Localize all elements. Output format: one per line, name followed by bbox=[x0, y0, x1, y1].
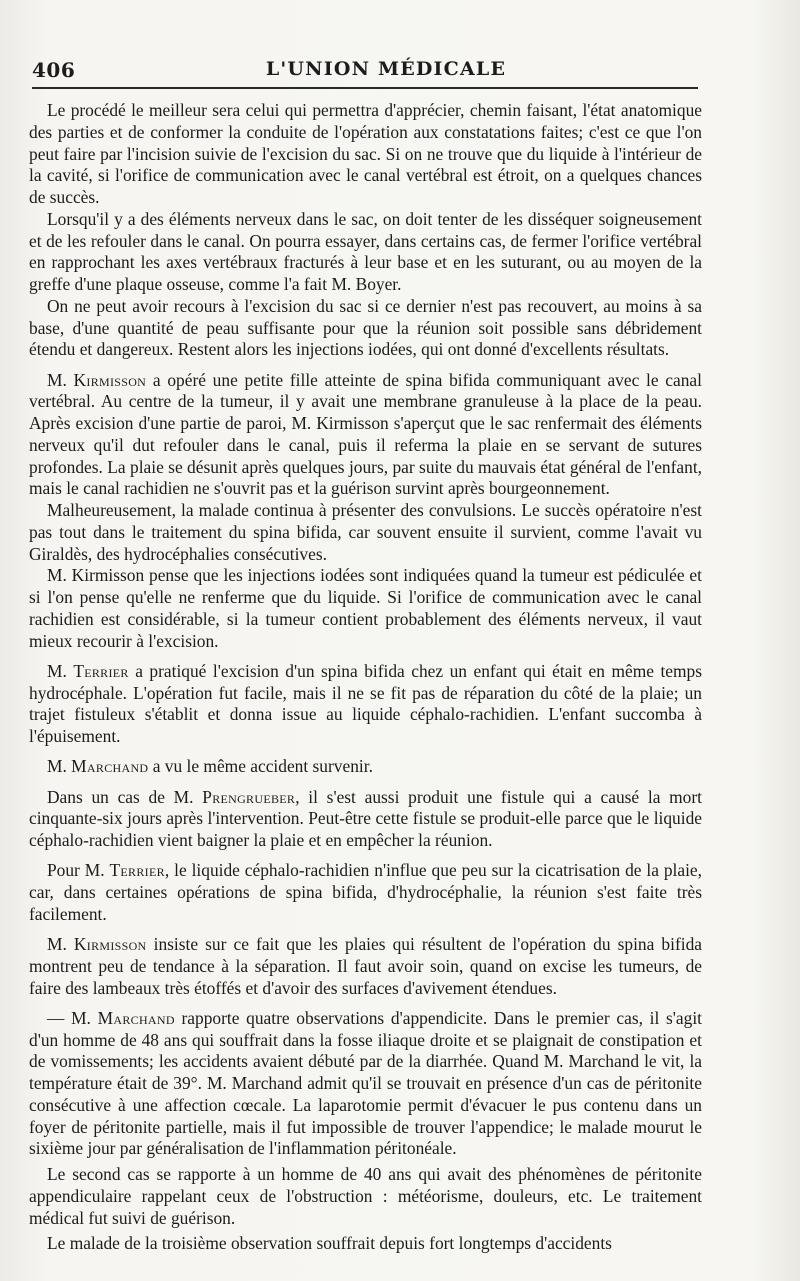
page-number: 406 bbox=[32, 58, 76, 82]
paragraph: M. Kirmisson insiste sur ce fait que les plaies qui résultent de l'opération du spina bifida montrent peu de tendance à la séparation. Il faut avoir soin, quand on excise les tumeurs, de faire des lambeaux très étoffés et d'avoir des surfaces d'avivement étendues. bbox=[29, 934, 702, 998]
journal-title: L'UNION MÉDICALE bbox=[265, 58, 507, 80]
paragraph: — M. Marchand rapporte quatre observations d'appendicite. Dans le premier cas, il s'agit d'un homme de 48 ans qui souffrait dans la fosse iliaque droite et se plaignait de constipation et de vomissements; les accidents avaient débuté par de la diarrhée. Quand M. Marchand le vit, la température était de 39°. M. Marchand admit qu'il se trouvait en présence d'un cas de péritonite consécutive à une affection cœcale. La laparotomie permit d'évacuer le pus contenu dans un foyer de péritonite partielle, mais il fut impossible de trouver l'appendice; le malade mourut le sixième jour par généralisation de l'inflammation péritonéale. bbox=[29, 1007, 702, 1159]
surgeon-name: Kirmisson bbox=[73, 369, 147, 390]
surgeon-name: Terrier bbox=[109, 860, 165, 881]
surgeon-name: Marchand bbox=[71, 756, 149, 777]
paragraph: M. Terrier a pratiqué l'excision d'un spina bifida chez un enfant qui était en même temps hydrocéphale. L'opération fut facile, mais il ne se fit pas de réparation du côté de la plaie; un trajet fistuleux s'établit et donna issue au liquide céphalo-rachidien. L'enfant succomba à l'épuisement. bbox=[29, 660, 702, 746]
paragraph: Le procédé le meilleur sera celui qui permettra d'apprécier, chemin faisant, l'état anatomique des parties et de conformer la conduite de l'opération aux constatations faites; c'est ce que l'on peut faire par l'incision suivie de l'excision du sac. Si on ne trouve que du liquide à l'intérieur de la cavité, si l'orifice de communication avec le canal vertébral est étroit, on a quelques chances de succès. bbox=[29, 100, 702, 207]
header-rule bbox=[32, 87, 698, 89]
paragraph: Malheureusement, la malade continua à présenter des convulsions. Le succès opératoire n'est pas tout dans le traitement du spina bifida, car souvent ensuite il survient, comme l'avait vu Giraldès, des hydrocéphalies consécutives. bbox=[29, 500, 702, 564]
paragraph: Le second cas se rapporte à un homme de 40 ans qui avait des phénomènes de péritonite appendiculaire rappelant ceux de l'obstruction : météorisme, douleurs, etc. Le traitement médical fut suivi de guérison. bbox=[29, 1164, 702, 1228]
paragraph: M. Marchand a vu le même accident survenir. bbox=[47, 756, 373, 777]
article-body bbox=[29, 100, 702, 1255]
paragraph: Pour M. Terrier, le liquide céphalo-rachidien n'influe que peu sur la cicatrisation de la plaie, car, dans certaines opérations de spina bifida, d'hydrocéphalie, la réunion s'est faite très facilement. bbox=[29, 860, 702, 924]
paragraph: M. Kirmisson pense que les injections iodées sont indiquées quand la tumeur est pédiculée et si l'on pense qu'elle ne renferme que du liquide. Si l'orifice de communication avec le canal rachidien est considérable, si la tumeur contient probablement des éléments nerveux, il vaut mieux recourir à l'excision. bbox=[29, 565, 702, 651]
surgeon-name: Prengrueber bbox=[202, 786, 296, 807]
paragraph: Lorsqu'il y a des éléments nerveux dans le sac, on doit tenter de les disséquer soigneusement et de les refouler dans le canal. On pourra essayer, dans certains cas, de fermer l'orifice vertébral en rapprochant les axes vertébraux fracturés à leur base et en les suturant, ou au moyen de la greffe d'une plaque osseuse, comme l'a fait M. Boyer. bbox=[29, 208, 702, 294]
paragraph: On ne peut avoir recours à l'excision du sac si ce dernier n'est pas recouvert, au moins à sa base, d'une quantité de peau suffisante pour que la réunion soit possible sans débridement étendu et dangereux. Restent alors les injections iodées, qui ont donné d'excellents résultats. bbox=[29, 295, 702, 360]
surgeon-name: Marchand bbox=[97, 1007, 175, 1028]
paragraph: Dans un cas de M. Prengrueber, il s'est aussi produit une fistule qui a causé la mort cinquante-six jours après l'intervention. Peut-être cette fistule se produit-elle parce que le liquide céphalo-rachidien vient baigner la plaie et en empêcher la réunion. bbox=[29, 786, 702, 850]
paragraph: Le malade de la troisième observation souffrait depuis fort longtemps d'accidents bbox=[47, 1233, 612, 1254]
surgeon-name: Kirmisson bbox=[73, 934, 147, 954]
paragraph: M. Kirmisson a opéré une petite fille atteinte de spina bifida communiquant avec le canal vertébral. Au centre de la tumeur, il y avait une membrane granuleuse à la place de la peau. Après excision d'une partie de paroi, M. Kirmisson s'aperçut que le sac renfermait des éléments nerveux qu'il dut refouler dans le canal, puis il referma la plaie en se servant de sutures profondes. La plaie se désunit après quelques jours, par suite du mauvais état général de l'enfant, mais le canal rachidien ne s'ouvrit pas et la guérison survint après bourgeonnement. bbox=[29, 369, 702, 499]
surgeon-name: Terrier bbox=[73, 660, 129, 681]
